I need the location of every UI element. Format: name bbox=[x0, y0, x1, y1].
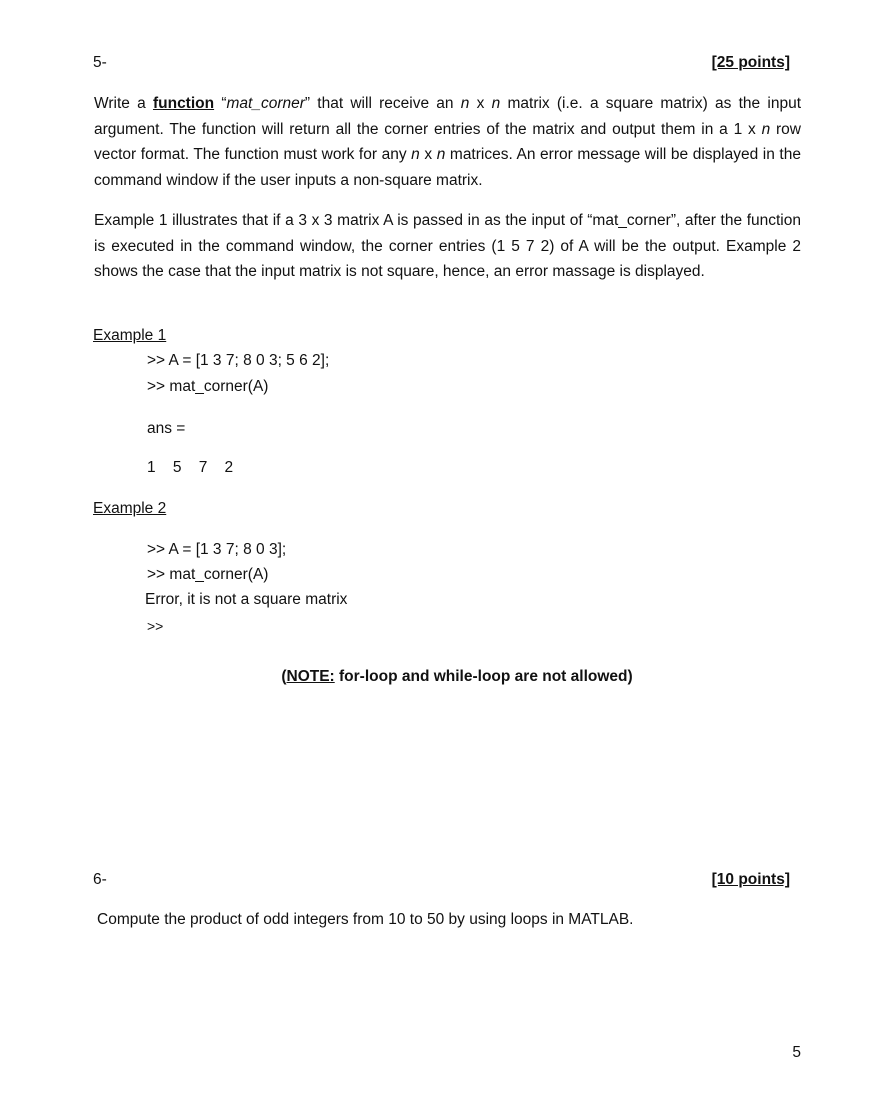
question-5-description: Write a function “mat_corner” that will receive an n x n matrix (i.e. a square matrix) as the input argument. The function will return all the corner entries of the matrix and output them in a 1 x n row vector format. The function must work for any n x n matrices. An error message will be displayed in the command window if the user inputs a non-square matrix. bbox=[94, 95, 801, 189]
example-1-title: Example 1 bbox=[93, 327, 167, 344]
question-5-number: 5- bbox=[93, 54, 107, 71]
function-name: mat_corner bbox=[226, 95, 305, 112]
example-1-line-1: >> A = [1 3 7; 8 0 3; 5 6 2]; bbox=[147, 352, 330, 369]
example-2-title: Example 2 bbox=[93, 500, 167, 517]
question-6-points: [10 points] bbox=[711, 871, 790, 888]
page-number: 5 bbox=[792, 1044, 801, 1061]
question-6-number: 6- bbox=[93, 871, 107, 888]
example-1-result: 1 5 7 2 bbox=[147, 459, 234, 476]
function-keyword: function bbox=[152, 95, 215, 112]
note: (NOTE: for-loop and while-loop are not allowed) bbox=[281, 668, 633, 685]
example-2-line-1: >> A = [1 3 7; 8 0 3]; bbox=[147, 541, 287, 558]
example-2-prompt: >> bbox=[147, 618, 164, 634]
example-1-line-2: >> mat_corner(A) bbox=[147, 378, 269, 395]
question-6-description: Compute the product of odd integers from 10 to 50 by using loops in MATLAB. bbox=[97, 911, 634, 928]
example-2-error: Error, it is not a square matrix bbox=[145, 591, 348, 608]
example-2-line-2: >> mat_corner(A) bbox=[147, 566, 269, 583]
example-1-ans: ans = bbox=[147, 420, 186, 437]
question-5-examples-description: Example 1 illustrates that if a 3 x 3 matrix A is passed in as the input of “mat_corner”, after the function is executed in the command window, the corner entries (1 5 7 2) of A will be the output. Example 2 shows the case that the input matrix is not square, hence, an error massage is displayed. bbox=[94, 212, 801, 280]
note-label: NOTE: bbox=[286, 668, 335, 685]
question-5-points: [25 points] bbox=[711, 54, 790, 71]
